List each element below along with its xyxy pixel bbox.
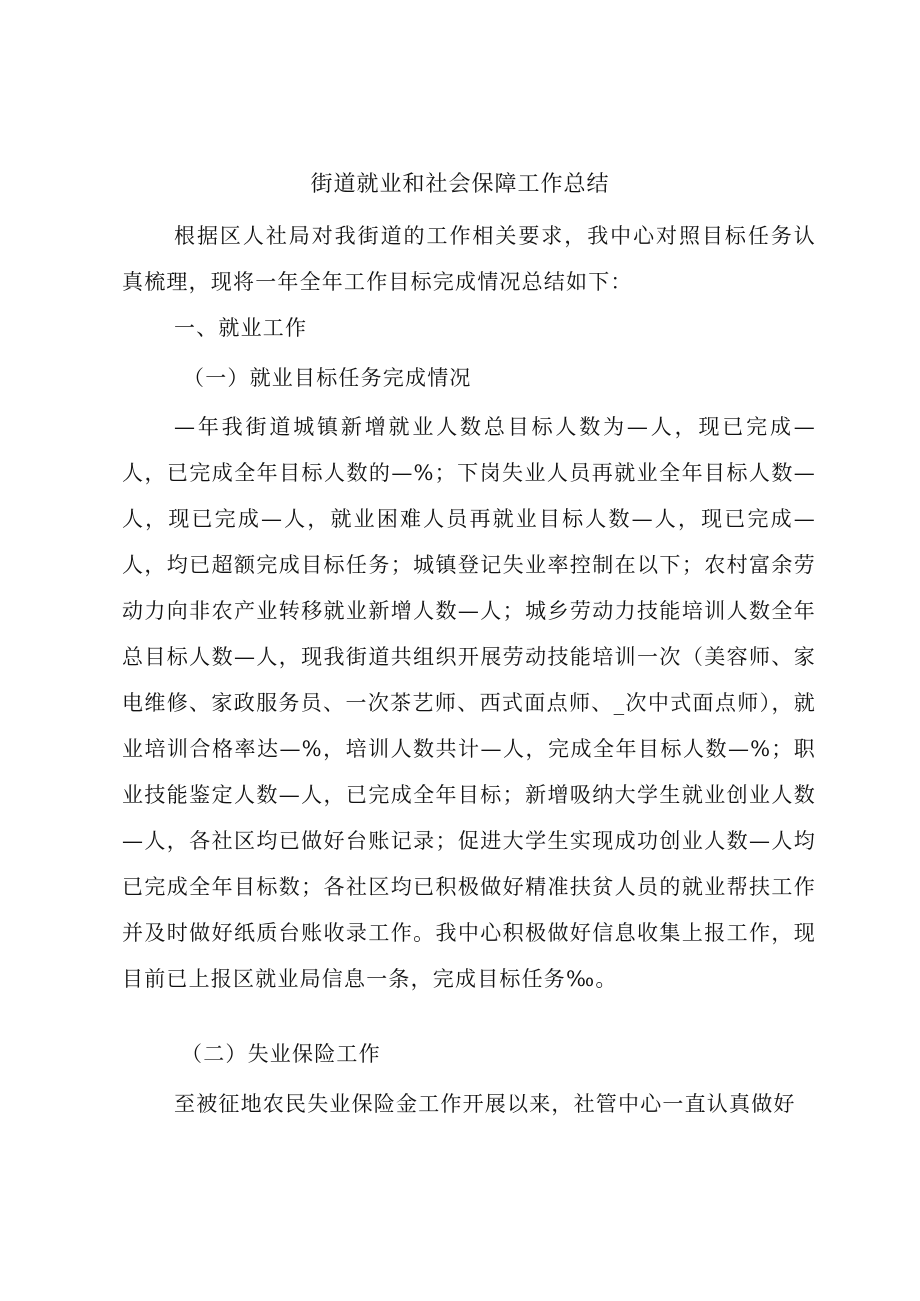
subsection-heading-targets: （一）就业目标任务完成情况 (183, 366, 472, 390)
intro-paragraph: 根据区人社局对我街道的工作相关要求，我中心对照目标任务认真梳理，现将一年全年工作目标完成情况总结如下： (122, 224, 816, 294)
document-title: 街道就业和社会保障工作总结 (310, 172, 610, 197)
subsection-heading-unemployment-insurance: （二）失业保险工作 (181, 1042, 381, 1066)
section-heading-employment: 一、就业工作 (174, 316, 308, 340)
targets-paragraph: —年我街道城镇新增就业人数总目标人数为—人，现已完成—人，已完成全年目标人数的—%；下岗失业人员再就业全年目标人数—人，现已完成—人，就业困难人员再就业目标人数—人，现已完成—人，均已超额完成目标任务；城镇登记失业率控制在以下；农村富余劳动力向非农产业转移就业新增人数—人；城乡劳动力技能培训人数全年总目标人数—人，现我街道共组织开展劳动技能培训一次（美容师、家电维修、家政服务员、一次茶艺师、西式面点师、_次中式面点师），就业培训合格率达—%，培训人数共计—人，完成全年目标人数—%；职业技能鉴定人数—人，已完成全年目标；新增吸纳大学生就业创业人数—人，各社区均已做好台账记录；促进大学生实现成功创业人数—人均已完成全年目标数；各社区均已积极做好精准扶贫人员的就业帮扶工作并及时做好纸质台账收录工作。我中心积极做好信息收集上报工作，现目前已上报区就业局信息一条，完成目标任务‰。 (122, 415, 816, 991)
unemployment-insurance-paragraph: 至被征地农民失业保险金工作开展以来，社管中心一直认真做好 (174, 1092, 796, 1116)
